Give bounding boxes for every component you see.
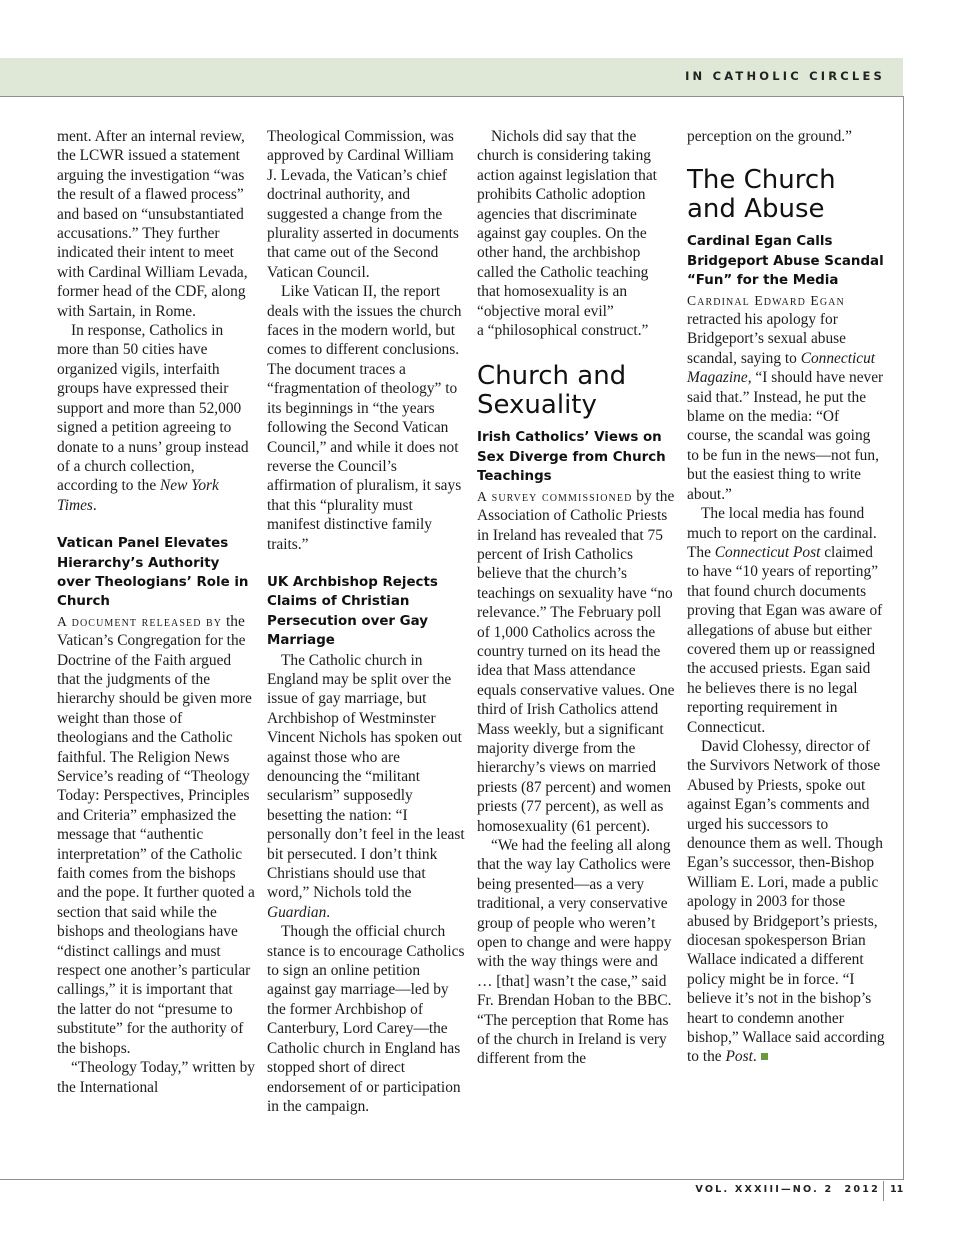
end-of-article-mark <box>761 1053 768 1060</box>
folio-separator <box>883 1181 884 1201</box>
paragraph: In response, Catholics in more than 50 cities have organized vigils, interfaith groups have expressed their support and more than 52,000 signed a petition agreeing to donate to a nuns’ group instead of a church collection, according to the New York Times. <box>57 322 249 514</box>
subheading-vatican-panel: Vatican Panel Elevates Hierarchy’s Authority over Theologians’ Role in Church <box>57 536 249 610</box>
lead-in: A survey commissioned <box>477 488 633 504</box>
paragraph: Nichols did say that the church is considering taking action against legislation that prohibits Catholic adoption agencies that discriminate against gay couples. On the other hand, the archbishop called the Catholic teaching that homosexuality is an “objective moral evil” <box>477 128 657 320</box>
column-2 <box>267 127 465 1116</box>
paragraph: Cardinal Edward Egan retracted his apology for Bridgeport’s sexual abuse scandal, saying to Connecticut Magazine, “I should have never said that.” Instead, he put the blame on the media: “Of course, the scandal was going to be fun in the news—not fun, but the easiest thing to write about.” <box>687 292 884 503</box>
paragraph: A survey commissioned by the Association of Catholic Priests in Ireland has revealed that 75 percent of Irish Catholics believe that the church’s teachings on sexuality have “no relevance.” The February poll of 1,000 Catholics across the country turned on its head the idea that Mass attendance equals conservative values. One third of Irish Catholics attend Mass weekly, but a significant majority diverge from the hierarchy’s views on married priests (87 percent) and women priests (77 percent), as well as homosexuality (61 percent). <box>477 487 675 835</box>
column-4 <box>687 127 885 1067</box>
right-rule <box>903 96 904 1180</box>
paragraph: A document released by the Vatican’s Congregation for the Doctrine of the Faith argued that the judgments of the hierarchy should be given more weight than those of theologians and the Catholic faithful. The Religion News Service’s reading of “Theology Today: Perspectives, Principles and Criteria” emphasized the message that “authentic interpretation” of the Catholic faith comes from the bishops and the pope. It further quoted a section that said while the bishops and theologians have “distinct callings and must respect one another’s particular callings,” it is important that the latter do not “presume to substitute” for the authority of the bishops. <box>57 612 255 1057</box>
paragraph: “We had the feeling all along that the way lay Catholics were being presented—as a very traditional, a very conservative group of people who weren’t open to change and were happy with the way things were and … [that] wasn’t the case,” said Fr. Brendan Hoban to the BBC. “The perception that Rome has of the church in Ireland is very different from the <box>477 837 672 1068</box>
subheading-irish-catholics: Irish Catholics’ Views on Sex Diverge from Church Teachings <box>477 430 666 485</box>
paragraph: Theological Commission, was approved by Cardinal William J. Levada, the Vatican’s chief doctrinal authority, and suggested a change from the plurality asserted in documents that came out of the Second Vatican Council. <box>267 128 459 281</box>
top-rule <box>0 96 904 97</box>
paragraph: The Catholic church in England may be split over the issue of gay marriage, but Archbishop of Westminster Vincent Nichols has spoken out against those who are denouncing the “militant secularism” supposedly besetting the nation: “I personally don’t feel in the least bit persecuted. I don’t think Christians should use that word,” Nichols told the Guardian. <box>267 651 465 921</box>
paragraph: David Clohessy, director of the Survivors Network of those Abused by Priests, spoke out against Egan’s comments and urged his successors to denounce them as well. Though Egan’s successor, then-Bishop William E. Lori, made a public apology in 2003 for those abused by Bridgeport’s priests, diocesan spokesperson Brian Wallace indicated a different policy might be in force. “I believe it’s not in the bishop’s heart to condemn another bishop,” Wallace said according to the Post. <box>687 737 885 1066</box>
paragraph: The local media has found much to report on the cardinal. The Connecticut Post claimed to have “10 years of reporting” that found church documents proving that Egan was aware of allegations of abuse but either covered them up or reassigned the accused priests. Egan said he believes there is no legal reporting requirement in Connecticut. <box>687 505 883 736</box>
paragraph: perception on the ground.” <box>687 128 852 145</box>
subheading-cardinal-egan: Cardinal Egan Calls Bridgeport Abuse Scandal “Fun” for the Media <box>687 234 884 289</box>
lead-in: A document released by <box>57 613 223 629</box>
paragraph: Though the official church stance is to encourage Catholics to sign an online petition against gay marriage—led by the former Archbishop of Canterbury, Lord Carey—the Catholic church in England has stopped short of direct endorsement of or participation in the campaign. <box>267 923 465 1115</box>
section-header-band <box>0 58 903 96</box>
paragraph: ment. After an internal review, the LCWR issued a statement arguing the investigation “was the result of a flawed process” and based on “unsubstantiated accusations.” They further indicated their intent to meet with Cardinal William Levada, former head of the CDF, along with Sartain, in Rome. <box>57 128 248 320</box>
section-title: IN CATHOLIC CIRCLES <box>685 69 885 83</box>
column-3 <box>477 127 675 1069</box>
bottom-rule <box>0 1179 904 1180</box>
subheading-uk-archbishop: UK Archbishop Rejects Claims of Christian Persecution over Gay Marriage <box>267 574 438 649</box>
paragraph: Like Vatican II, the report deals with the issues the church faces in the modern world, but comes to different conclusions. The document traces a “fragmentation of theology” to its beginnings in “the years following the Second Vatican Council,” and while it does not reverse the Council’s affirmation of pluralism, it says that this “plurality must manifest distinctive family traits.” <box>267 283 462 553</box>
section-heading-church-sexuality: Church and Sexuality <box>477 361 627 421</box>
paragraph-continued: a “philosophical construct.” <box>477 322 649 340</box>
section-heading-church-abuse: The Church and Abuse <box>687 165 836 225</box>
issue-line: VOL. XXXIII—NO. 2 2012 <box>695 1184 880 1195</box>
page-number: 11 <box>890 1184 904 1195</box>
column-1 <box>57 127 255 1097</box>
paragraph: “Theology Today,” written by the International <box>57 1059 255 1096</box>
lead-in: Cardinal Edward Egan <box>687 292 845 308</box>
